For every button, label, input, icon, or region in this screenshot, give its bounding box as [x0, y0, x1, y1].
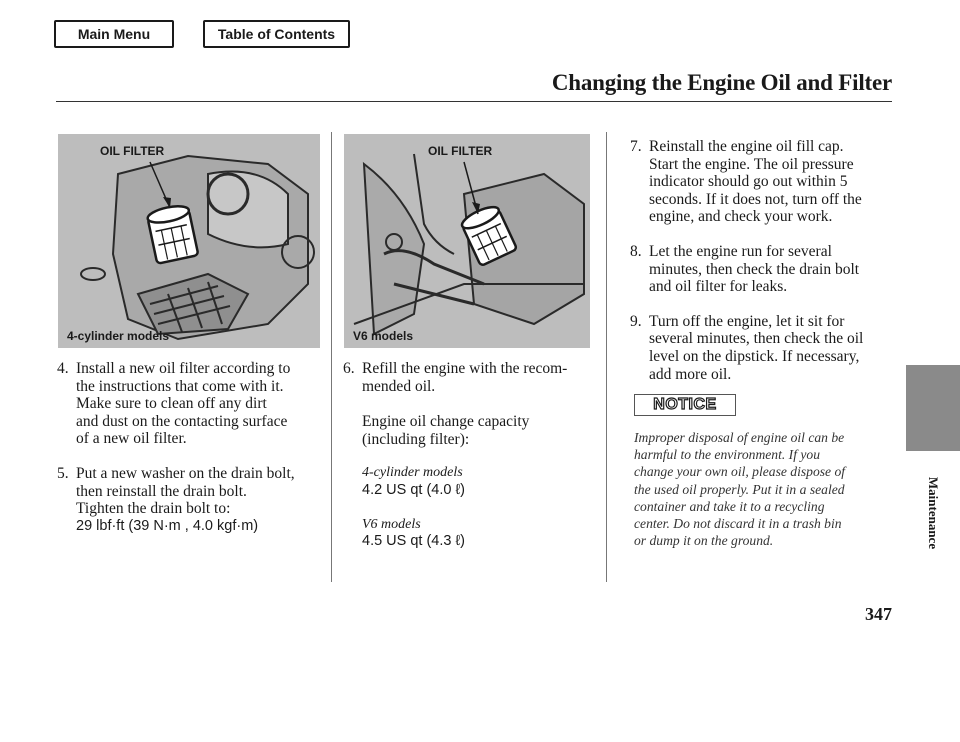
step-line: seconds. If it does not, turn off the [649, 190, 862, 208]
section-tab-marker [906, 365, 960, 451]
capacity-line: (including filter): [362, 430, 470, 448]
notice-line: center. Do not discard it in a trash bin [634, 516, 842, 532]
notice-label-box [634, 394, 736, 416]
step-line: Install a new oil filter according to [76, 360, 291, 377]
figure-caption-4-cylinder: 4-cylinder models [67, 329, 170, 343]
step-line: Let the engine run for several [649, 242, 832, 260]
step-5 [57, 465, 327, 535]
notice-text [634, 429, 896, 549]
page-number: 347 [865, 604, 892, 624]
steps-middle-column [343, 360, 605, 551]
figure-callout-oil-filter: OIL FILTER [100, 144, 165, 158]
step-line: Tighten the drain bolt to: [76, 500, 231, 518]
notice-line: harmful to the environment. If you [634, 447, 820, 463]
step-line: Make sure to clean off any dirt [76, 395, 267, 413]
step-line: of a new oil filter. [76, 430, 187, 448]
steps-right-column [630, 138, 900, 400]
column-divider-right [606, 132, 607, 582]
figure-callout-oil-filter: OIL FILTER [428, 144, 493, 158]
capacity-value-v6: 4.5 US qt (4.3 ℓ) [362, 533, 466, 550]
steps-left-column [57, 360, 327, 552]
step-text [362, 360, 605, 395]
step-number: 4. [57, 360, 69, 377]
notice-line: Improper disposal of engine oil can be [634, 430, 845, 445]
step-line: add more oil. [649, 365, 732, 383]
step-line: minutes, then check the drain bolt [649, 260, 860, 278]
model-name-v6: V6 models [362, 516, 421, 532]
step-number: 7. [630, 138, 642, 155]
oil-filter-figure-4-cylinder [58, 134, 320, 348]
step-line: and oil filter for leaks. [649, 278, 788, 296]
model-name-4-cylinder: 4-cylinder models [362, 465, 463, 481]
step-number: 9. [630, 312, 642, 330]
section-tab-text: Maintenance [926, 476, 941, 549]
step-line: Refill the engine with the recom- [362, 360, 568, 377]
section-tab-label [906, 455, 960, 570]
step-number: 5. [57, 464, 69, 482]
page-title: Changing the Engine Oil and Filter [551, 70, 892, 95]
step-line: Reinstall the engine oil fill cap. [649, 138, 844, 155]
capacity-line: Engine oil change capacity [362, 413, 530, 431]
step-text [649, 313, 900, 383]
step-line: several minutes, then check the oil [649, 330, 864, 348]
step-line: Turn off the engine, let it sit for [649, 312, 845, 330]
step-line: Start the engine. The oil pressure [649, 155, 854, 173]
notice-line: the used oil properly. Put it in a sealed [634, 481, 845, 497]
notice-line: container and take it to a recycling [634, 498, 825, 514]
step-number: 8. [630, 242, 642, 260]
capacity-value-4-cylinder: 4.2 US qt (4.0 ℓ) [362, 481, 466, 498]
step-line: engine, and check your work. [649, 208, 833, 226]
step-4 [57, 360, 327, 448]
step-text [76, 360, 327, 448]
notice-label: NOTICE [653, 396, 717, 413]
step-line: indicator should go out within 5 [649, 173, 848, 191]
step-line: Put a new washer on the drain bolt, [76, 464, 295, 482]
step-9 [630, 313, 900, 383]
oil-capacity-heading [343, 413, 605, 448]
figure-caption-v6: V6 models [353, 329, 414, 343]
oil-capacity-list [343, 464, 605, 550]
step-7 [630, 138, 900, 226]
step-6 [343, 360, 605, 395]
engine-illustration-4-cylinder [58, 134, 320, 348]
main-menu-button[interactable]: Main Menu [54, 20, 174, 48]
header-divider [56, 101, 892, 102]
notice-line: or dump it on the ground. [634, 533, 774, 549]
oil-filter-figure-v6 [344, 134, 590, 348]
step-number: 6. [343, 360, 355, 377]
step-line: level on the dipstick. If necessary, [649, 347, 860, 365]
torque-spec: 29 lbf·ft (39 N·m , 4.0 kgf·m) [76, 517, 259, 534]
step-line: mended oil. [362, 377, 436, 395]
step-text [649, 138, 900, 226]
step-text [76, 465, 327, 535]
table-of-contents-button[interactable]: Table of Contents [203, 20, 350, 48]
step-8 [630, 243, 900, 296]
notice-line: change your own oil, please dispose of [634, 464, 846, 480]
step-text [649, 243, 900, 296]
engine-illustration-v6 [344, 134, 590, 348]
step-line: and dust on the contacting surface [76, 412, 288, 430]
step-line: the instructions that come with it. [76, 377, 284, 395]
step-line: then reinstall the drain bolt. [76, 482, 247, 500]
column-divider-left [331, 132, 332, 582]
